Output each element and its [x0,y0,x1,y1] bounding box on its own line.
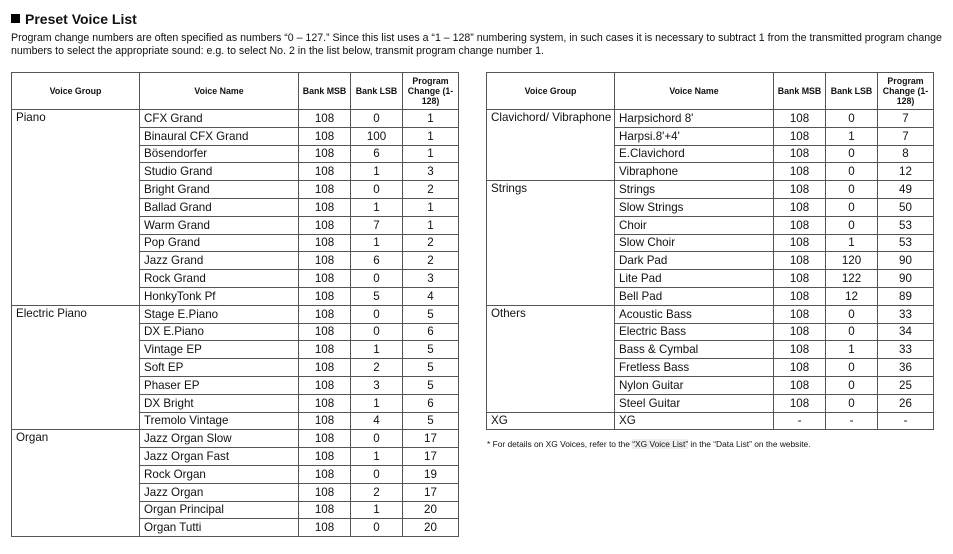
col-bank-msb: Bank MSB [774,73,826,110]
bank-lsb-cell: 1 [826,234,878,252]
bank-lsb-cell: 1 [351,234,403,252]
program-change-cell: 26 [878,394,934,412]
bank-msb-cell: 108 [774,305,826,323]
program-change-cell: 3 [403,163,459,181]
bank-lsb-cell: 0 [351,110,403,128]
voice-name-cell: CFX Grand [140,110,299,128]
bank-msb-cell: 108 [299,305,351,323]
col-bank-msb: Bank MSB [299,73,351,110]
voice-name-cell: Vibraphone [615,163,774,181]
voice-name-cell: Studio Grand [140,163,299,181]
voice-name-cell: Warm Grand [140,216,299,234]
bank-msb-cell: 108 [774,287,826,305]
voice-name-cell: Soft EP [140,359,299,377]
bank-msb-cell: 108 [774,145,826,163]
voice-name-cell: DX Bright [140,394,299,412]
bank-msb-cell: 108 [299,501,351,519]
voice-name-cell: Dark Pad [615,252,774,270]
program-change-cell: 5 [403,412,459,430]
voice-name-cell: Organ Principal [140,501,299,519]
bank-lsb-cell: 6 [351,252,403,270]
bank-msb-cell: 108 [774,234,826,252]
program-change-cell: 7 [878,127,934,145]
bank-lsb-cell: 1 [351,448,403,466]
program-change-cell: 49 [878,181,934,199]
bank-msb-cell: 108 [299,252,351,270]
program-change-cell: 1 [403,110,459,128]
program-change-cell: 12 [878,163,934,181]
program-change-cell: 6 [403,323,459,341]
voice-group-cell: Strings [487,181,615,306]
program-change-cell: 2 [403,252,459,270]
bank-msb-cell: 108 [774,181,826,199]
col-bank-lsb: Bank LSB [826,73,878,110]
program-change-cell: 1 [403,198,459,216]
voice-name-cell: E.Clavichord [615,145,774,163]
col-bank-lsb: Bank LSB [351,73,403,110]
bank-msb-cell: 108 [299,341,351,359]
voice-name-cell: Harpsichord 8' [615,110,774,128]
program-change-cell: 5 [403,341,459,359]
voice-name-cell: Jazz Grand [140,252,299,270]
bank-lsb-cell: 0 [826,110,878,128]
table-row [12,110,459,128]
table-header-row [487,73,934,110]
bank-msb-cell: 108 [299,216,351,234]
program-change-cell: 25 [878,376,934,394]
bank-lsb-cell: 120 [826,252,878,270]
voice-name-cell: Jazz Organ Fast [140,448,299,466]
bank-msb-cell: - [774,412,826,430]
bank-msb-cell: 108 [774,163,826,181]
bank-msb-cell: 108 [299,127,351,145]
bank-lsb-cell: - [826,412,878,430]
program-change-cell: 53 [878,234,934,252]
bank-lsb-cell: 0 [826,181,878,199]
bank-msb-cell: 108 [299,234,351,252]
voice-name-cell: Tremolo Vintage [140,412,299,430]
program-change-cell: 33 [878,305,934,323]
bank-lsb-cell: 3 [351,376,403,394]
bank-lsb-cell: 0 [351,181,403,199]
bank-lsb-cell: 0 [351,430,403,448]
program-change-cell: 7 [878,110,934,128]
bank-lsb-cell: 0 [351,270,403,288]
bank-lsb-cell: 1 [351,341,403,359]
program-change-cell: 1 [403,216,459,234]
voice-name-cell: DX E.Piano [140,323,299,341]
col-voice-group: Voice Group [12,73,140,110]
xg-voice-list-link[interactable]: “XG Voice List” [632,439,689,449]
bank-lsb-cell: 1 [351,501,403,519]
table-row [487,412,934,430]
voice-name-cell: Fretless Bass [615,359,774,377]
col-program-change: Program Change (1-128) [403,73,459,110]
voice-group-cell: XG [487,412,615,430]
program-change-cell: 2 [403,234,459,252]
bank-msb-cell: 108 [299,394,351,412]
voice-table-left [11,72,459,537]
voice-group-cell: Electric Piano [12,305,140,430]
bank-msb-cell: 108 [774,376,826,394]
voice-group-cell: Organ [12,430,140,537]
bank-lsb-cell: 7 [351,216,403,234]
voice-name-cell: Rock Organ [140,465,299,483]
bank-msb-cell: 108 [299,412,351,430]
bank-msb-cell: 108 [299,110,351,128]
voice-name-cell: Slow Strings [615,198,774,216]
voice-name-cell: Bright Grand [140,181,299,199]
bank-msb-cell: 108 [299,519,351,537]
program-change-cell: 17 [403,430,459,448]
program-change-cell: 90 [878,252,934,270]
voice-name-cell: Bass & Cymbal [615,341,774,359]
bank-msb-cell: 108 [774,394,826,412]
voice-name-cell: HonkyTonk Pf [140,287,299,305]
program-change-cell: 1 [403,127,459,145]
voice-name-cell: Binaural CFX Grand [140,127,299,145]
program-change-cell: - [878,412,934,430]
program-change-cell: 5 [403,305,459,323]
bank-lsb-cell: 6 [351,145,403,163]
voice-name-cell: Strings [615,181,774,199]
bank-lsb-cell: 0 [826,145,878,163]
voice-name-cell: Ballad Grand [140,198,299,216]
voice-name-cell: Harpsi.8'+4' [615,127,774,145]
voice-name-cell: Nylon Guitar [615,376,774,394]
voice-name-cell: Vintage EP [140,341,299,359]
col-voice-name: Voice Name [140,73,299,110]
bank-msb-cell: 108 [299,359,351,377]
program-change-cell: 3 [403,270,459,288]
bank-msb-cell: 108 [774,341,826,359]
bank-lsb-cell: 0 [826,305,878,323]
program-change-cell: 50 [878,198,934,216]
program-change-cell: 5 [403,359,459,377]
bank-lsb-cell: 5 [351,287,403,305]
program-change-cell: 17 [403,448,459,466]
bank-msb-cell: 108 [299,448,351,466]
bank-msb-cell: 108 [299,145,351,163]
bank-lsb-cell: 0 [826,216,878,234]
voice-table-right [486,72,934,430]
bank-lsb-cell: 12 [826,287,878,305]
intro-text: Program change numbers are often specified as numbers “0 – 127.” Since this list uses a “1 – 128” numbering system, in such cases it is necessary to subtract 1 from the transmitted program change numbers to select the appropriate sound: e.g. to select No. 2 in the list below, transmit program change number 1. [11,32,942,57]
program-change-cell: 1 [403,145,459,163]
table-row [487,305,934,323]
bank-msb-cell: 108 [299,198,351,216]
program-change-cell: 53 [878,216,934,234]
program-change-cell: 2 [403,181,459,199]
bank-msb-cell: 108 [774,127,826,145]
bank-lsb-cell: 0 [826,198,878,216]
voice-name-cell: Bösendorfer [140,145,299,163]
voice-name-cell: Acoustic Bass [615,305,774,323]
bank-lsb-cell: 0 [826,376,878,394]
bank-lsb-cell: 2 [351,359,403,377]
voice-name-cell: Stage E.Piano [140,305,299,323]
voice-name-cell: Lite Pad [615,270,774,288]
bank-lsb-cell: 2 [351,483,403,501]
program-change-cell: 33 [878,341,934,359]
bank-lsb-cell: 0 [351,323,403,341]
bank-lsb-cell: 0 [826,163,878,181]
bank-lsb-cell: 4 [351,412,403,430]
program-change-cell: 20 [403,519,459,537]
program-change-cell: 5 [403,376,459,394]
program-change-cell: 19 [403,465,459,483]
voice-name-cell: XG [615,412,774,430]
program-change-cell: 6 [403,394,459,412]
bank-msb-cell: 108 [299,323,351,341]
bank-msb-cell: 108 [299,430,351,448]
bank-msb-cell: 108 [299,376,351,394]
bank-lsb-cell: 122 [826,270,878,288]
program-change-cell: 4 [403,287,459,305]
bank-msb-cell: 108 [774,323,826,341]
col-program-change: Program Change (1-128) [878,73,934,110]
bank-msb-cell: 108 [774,252,826,270]
program-change-cell: 90 [878,270,934,288]
bank-msb-cell: 108 [299,163,351,181]
program-change-cell: 17 [403,483,459,501]
bank-lsb-cell: 0 [826,323,878,341]
voice-name-cell: Phaser EP [140,376,299,394]
program-change-cell: 34 [878,323,934,341]
voice-group-cell: Others [487,305,615,412]
table-header-row [12,73,459,110]
bank-msb-cell: 108 [774,216,826,234]
bank-lsb-cell: 0 [826,394,878,412]
table-row [12,430,459,448]
footnote: * For details on XG Voices, refer to the “XG Voice List” in the “Data List” on the website. [487,439,811,449]
bank-msb-cell: 108 [774,359,826,377]
voice-name-cell: Bell Pad [615,287,774,305]
bank-msb-cell: 108 [774,270,826,288]
voice-group-cell: Piano [12,110,140,306]
page-title: Preset Voice List [11,11,137,27]
table-row [487,181,934,199]
voice-name-cell: Steel Guitar [615,394,774,412]
voice-name-cell: Jazz Organ [140,483,299,501]
square-bullet-icon [11,14,20,23]
voice-name-cell: Jazz Organ Slow [140,430,299,448]
col-voice-name: Voice Name [615,73,774,110]
bank-lsb-cell: 0 [826,359,878,377]
voice-name-cell: Rock Grand [140,270,299,288]
bank-msb-cell: 108 [299,270,351,288]
bank-msb-cell: 108 [774,198,826,216]
bank-msb-cell: 108 [774,110,826,128]
program-change-cell: 89 [878,287,934,305]
voice-name-cell: Electric Bass [615,323,774,341]
bank-lsb-cell: 0 [351,519,403,537]
voice-name-cell: Choir [615,216,774,234]
voice-name-cell: Organ Tutti [140,519,299,537]
table-row [487,110,934,128]
col-voice-group: Voice Group [487,73,615,110]
bank-lsb-cell: 100 [351,127,403,145]
table-row [12,305,459,323]
bank-lsb-cell: 0 [351,305,403,323]
voice-name-cell: Slow Choir [615,234,774,252]
bank-msb-cell: 108 [299,483,351,501]
bank-lsb-cell: 1 [351,198,403,216]
voice-name-cell: Pop Grand [140,234,299,252]
program-change-cell: 8 [878,145,934,163]
bank-lsb-cell: 1 [826,341,878,359]
program-change-cell: 20 [403,501,459,519]
bank-lsb-cell: 1 [826,127,878,145]
voice-group-cell: Clavichord/ Vibraphone [487,110,615,181]
program-change-cell: 36 [878,359,934,377]
bank-lsb-cell: 0 [351,465,403,483]
bank-msb-cell: 108 [299,465,351,483]
bank-msb-cell: 108 [299,181,351,199]
bank-lsb-cell: 1 [351,394,403,412]
bank-msb-cell: 108 [299,287,351,305]
bank-lsb-cell: 1 [351,163,403,181]
